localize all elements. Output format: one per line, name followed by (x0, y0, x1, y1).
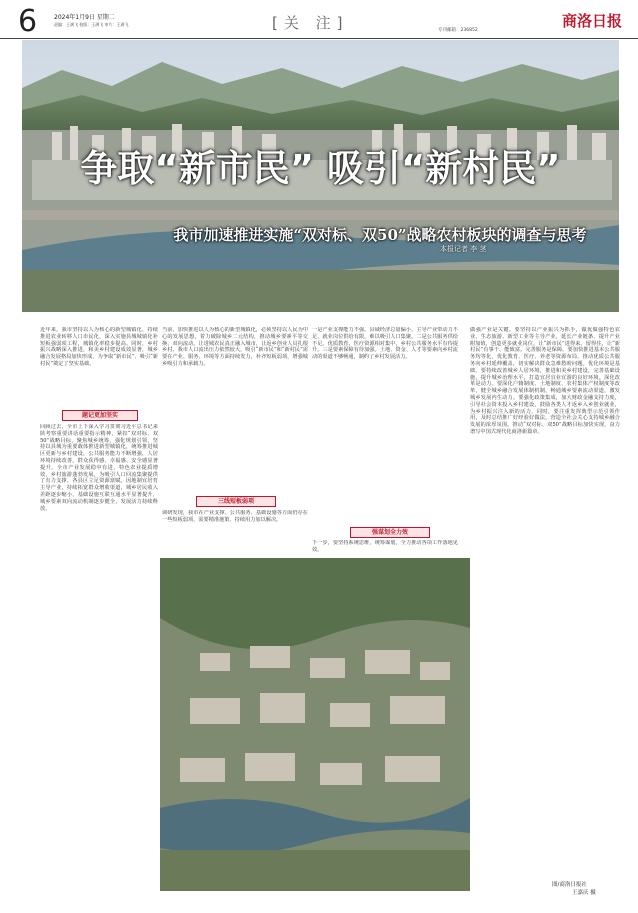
section-subhead-3: 强谋划全力效 (350, 527, 430, 538)
article-column-1b: 回顾过去，全市上下深入学习贯彻习近平总书记来陕考察重要讲话重要指示精神，紧扣“双对标、双50”战略目标，聚焦城乡统筹，强化规划引领，坚持以县城为重要载体推进新型城镇化，统筹推进城区更新与乡村建设，公共服务能力不断增强，人居环境持续改善，群众获得感、幸福感、安全感显著提升。全市产业发展稳中有进，特色农业提质增效，乡村旅游蓬勃发展，为吸引人口回流集聚提供了有力支撑。各县区立足资源禀赋，因地制宜培育主导产业，持续拓宽群众增收渠道，城乡居民收入差距逐步缩小，基础设施互联互通水平显著提升，城乡要素双向流动机制逐步健全，发展活力持续释放。 (40, 424, 158, 512)
editor-line: 责编：王满飞 校版：王满飞 审片：王满飞 (54, 22, 129, 27)
article-column-3: 一是产业支撑能力不强。县域经济总量偏小，主导产业带动力不足，就业岗位供给有限，难以吸引人口集聚。二是公共服务供给不足。优质教育、医疗资源相对集中，乡村公共服务水平有待提升。三是要素保障有待加强。土地、资金、人才等要素向乡村流动的渠道不够畅通，制约了乡村发展活力。 (312, 327, 458, 361)
newspaper-name: 商洛日报 (562, 12, 623, 30)
page-header (0, 0, 638, 39)
byline: 本报记者 李 茎 (440, 245, 487, 253)
section-title: [关 注] (272, 14, 349, 32)
article-column-1: 近年来，我市坚持以人为核心的新型城镇化，持续推进农业转移人口市民化，深入实施县城城镇化补短板强弱项工程，城镇化率稳步提高。同时，乡村振兴战略深入推进，和美乡村建设成效显著，城乡融合发展格局加快形成，为争取“新市民”、吸引“新村民”奠定了坚实基础。 (40, 327, 158, 367)
main-headline: 争取“新市民” 吸引“新村民” (80, 147, 561, 190)
article-column-4: 做强产业是关键。要坚持以产业振兴为抓手，做优做强特色农业、生态旅游、新型工业等主导产业，延长产业链条，提升产业附加值，创造更多就业岗位，让“新市民”进得来、留得住，让“新村民”有事干、能致富。完善服务是保障。要加快推进基本公共服务均等化，优化教育、医疗、养老等资源布局，推动优质公共服务向乡村延伸覆盖，切实解决群众急难愁盼问题。优化环境是基础。要持续改善城乡人居环境，推进和美乡村建设，完善基础设施，提升城乡治理水平，打造宜居宜业宜游的良好环境。深化改革是动力。要深化户籍制度、土地制度、农村集体产权制度等改革，健全城乡融合发展体制机制，畅通城乡要素流动渠道，激发城乡发展内生动力。要强化政策集成，加大财政金融支持力度，引导社会资本投入乡村建设，鼓励各类人才返乡入乡创业就业，为乡村振兴注入新的活力。同时，要注重发挥典型示范引领作用，及时总结推广好经验好做法，营造全社会关心支持城乡融合发展的浓厚氛围，推动“双对标、双50”战略目标加快实现，奋力谱写中国式现代化商洛新篇章。 (470, 327, 620, 435)
article-column-3b: 下一步，要坚持系统思维，统筹谋划，全力推动各项工作落地见效。 (312, 540, 458, 553)
photo-credit-2: 王嘉庆 摄 (572, 890, 596, 896)
sub-headline: 我市加速推进实施“双对标、双50”战略农村板块的调查与思考 (173, 226, 587, 244)
page-number: 6 (18, 4, 38, 39)
section-subhead-2: 三线短板弱项 (196, 496, 276, 507)
paper-code: 专刊邮箱：236852 (438, 28, 478, 33)
photo-credit-1: 图/商洛日报社 (552, 882, 587, 888)
aerial-photo (160, 558, 470, 891)
article-column-2b: 调研发现，我市在产业支撑、公共服务、基础设施等方面仍存在一些短板弱项，需要精准施策、持续用力加以解决。 (162, 510, 308, 523)
issue-date: 2024年1月9日 星期二 (54, 14, 115, 21)
section-subhead-1: 题记更加坚实 (62, 410, 138, 421)
article-column-2: 当前，加快推进以人为核心的新型城镇化，必须坚持以人民为中心的发展思想，着力破除城乡二元结构，推动城乡要素平等交换、双向流动，让进城农民真正融入城市，让返乡创业人员扎根乡村。我市人口流出压力依然较大，吸引“新市民”和“新村民”需要在产业、服务、环境等方面持续发力，补齐短板弱项，增强城乡吸引力和承载力。 (162, 327, 308, 367)
